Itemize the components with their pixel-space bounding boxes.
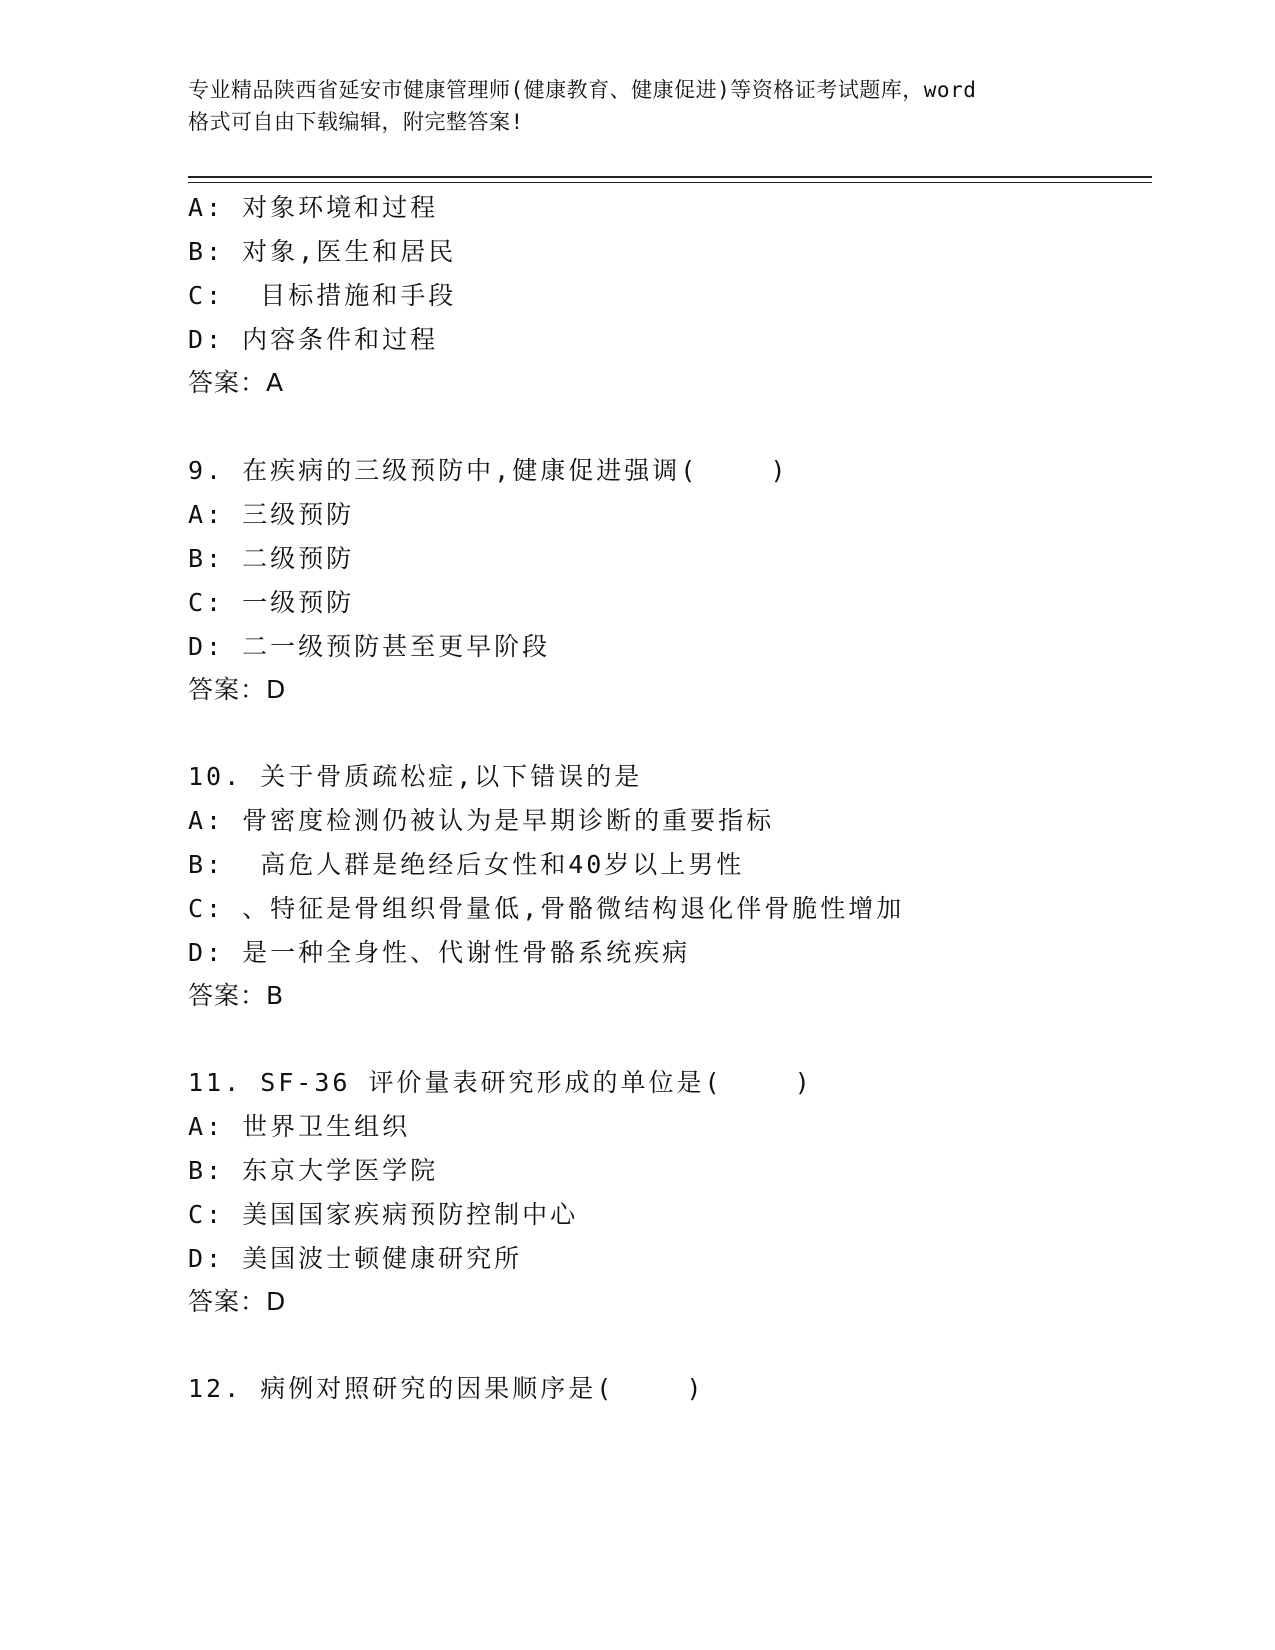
q9-option-c: C: 一级预防 [188,588,355,617]
q9-question: 9. 在疾病的三级预防中,健康促进强调( ) [188,456,789,485]
q11-option-a: A: 世界卫生组织 [188,1112,411,1141]
q12-question: 12. 病例对照研究的因果顺序是( ) [188,1374,705,1403]
q11-question: 11. SF-36 评价量表研究形成的单位是( ) [188,1068,813,1097]
q11-answer: 答案：D [188,1287,287,1316]
q10-answer: 答案：B [188,981,285,1010]
q8-option-d: D: 内容条件和过程 [188,325,439,354]
q11-option-d: D: 美国波士顿健康研究所 [188,1244,523,1273]
q11-option-c: C: 美国国家疾病预防控制中心 [188,1200,579,1229]
header-line-2: 格式可自由下载编辑，附完整答案! [188,110,524,134]
header-divider-thin [188,182,1152,183]
q8-option-b: B: 对象,医生和居民 [188,237,457,266]
header-divider-thick [188,176,1152,178]
document-header [188,74,1088,138]
q11-option-b: B: 东京大学医学院 [188,1156,439,1185]
q10-question: 10. 关于骨质疏松症,以下错误的是 [188,762,643,791]
q8-option-c: C: 目标措施和手段 [188,281,457,310]
q9-option-a: A: 三级预防 [188,500,355,529]
q10-option-a: A: 骨密度检测仍被认为是早期诊断的重要指标 [188,806,775,835]
q9-answer: 答案：D [188,675,287,704]
q9-option-d: D: 二一级预防甚至更早阶段 [188,632,551,661]
q9-option-b: B: 二级预防 [188,544,355,573]
q10-option-b: B: 高危人群是绝经后女性和40岁以上男性 [188,850,745,879]
q10-option-d: D: 是一种全身性、代谢性骨骼系统疾病 [188,938,691,967]
header-line-1: 专业精品陕西省延安市健康管理师(健康教育、健康促进)等资格证考试题库，word [188,78,977,102]
q8-option-a: A: 对象环境和过程 [188,193,439,222]
q10-option-c: C: 、特征是骨组织骨量低,骨骼微结构退化伴骨脆性增加 [188,894,905,923]
q8-answer: 答案：A [188,368,285,397]
